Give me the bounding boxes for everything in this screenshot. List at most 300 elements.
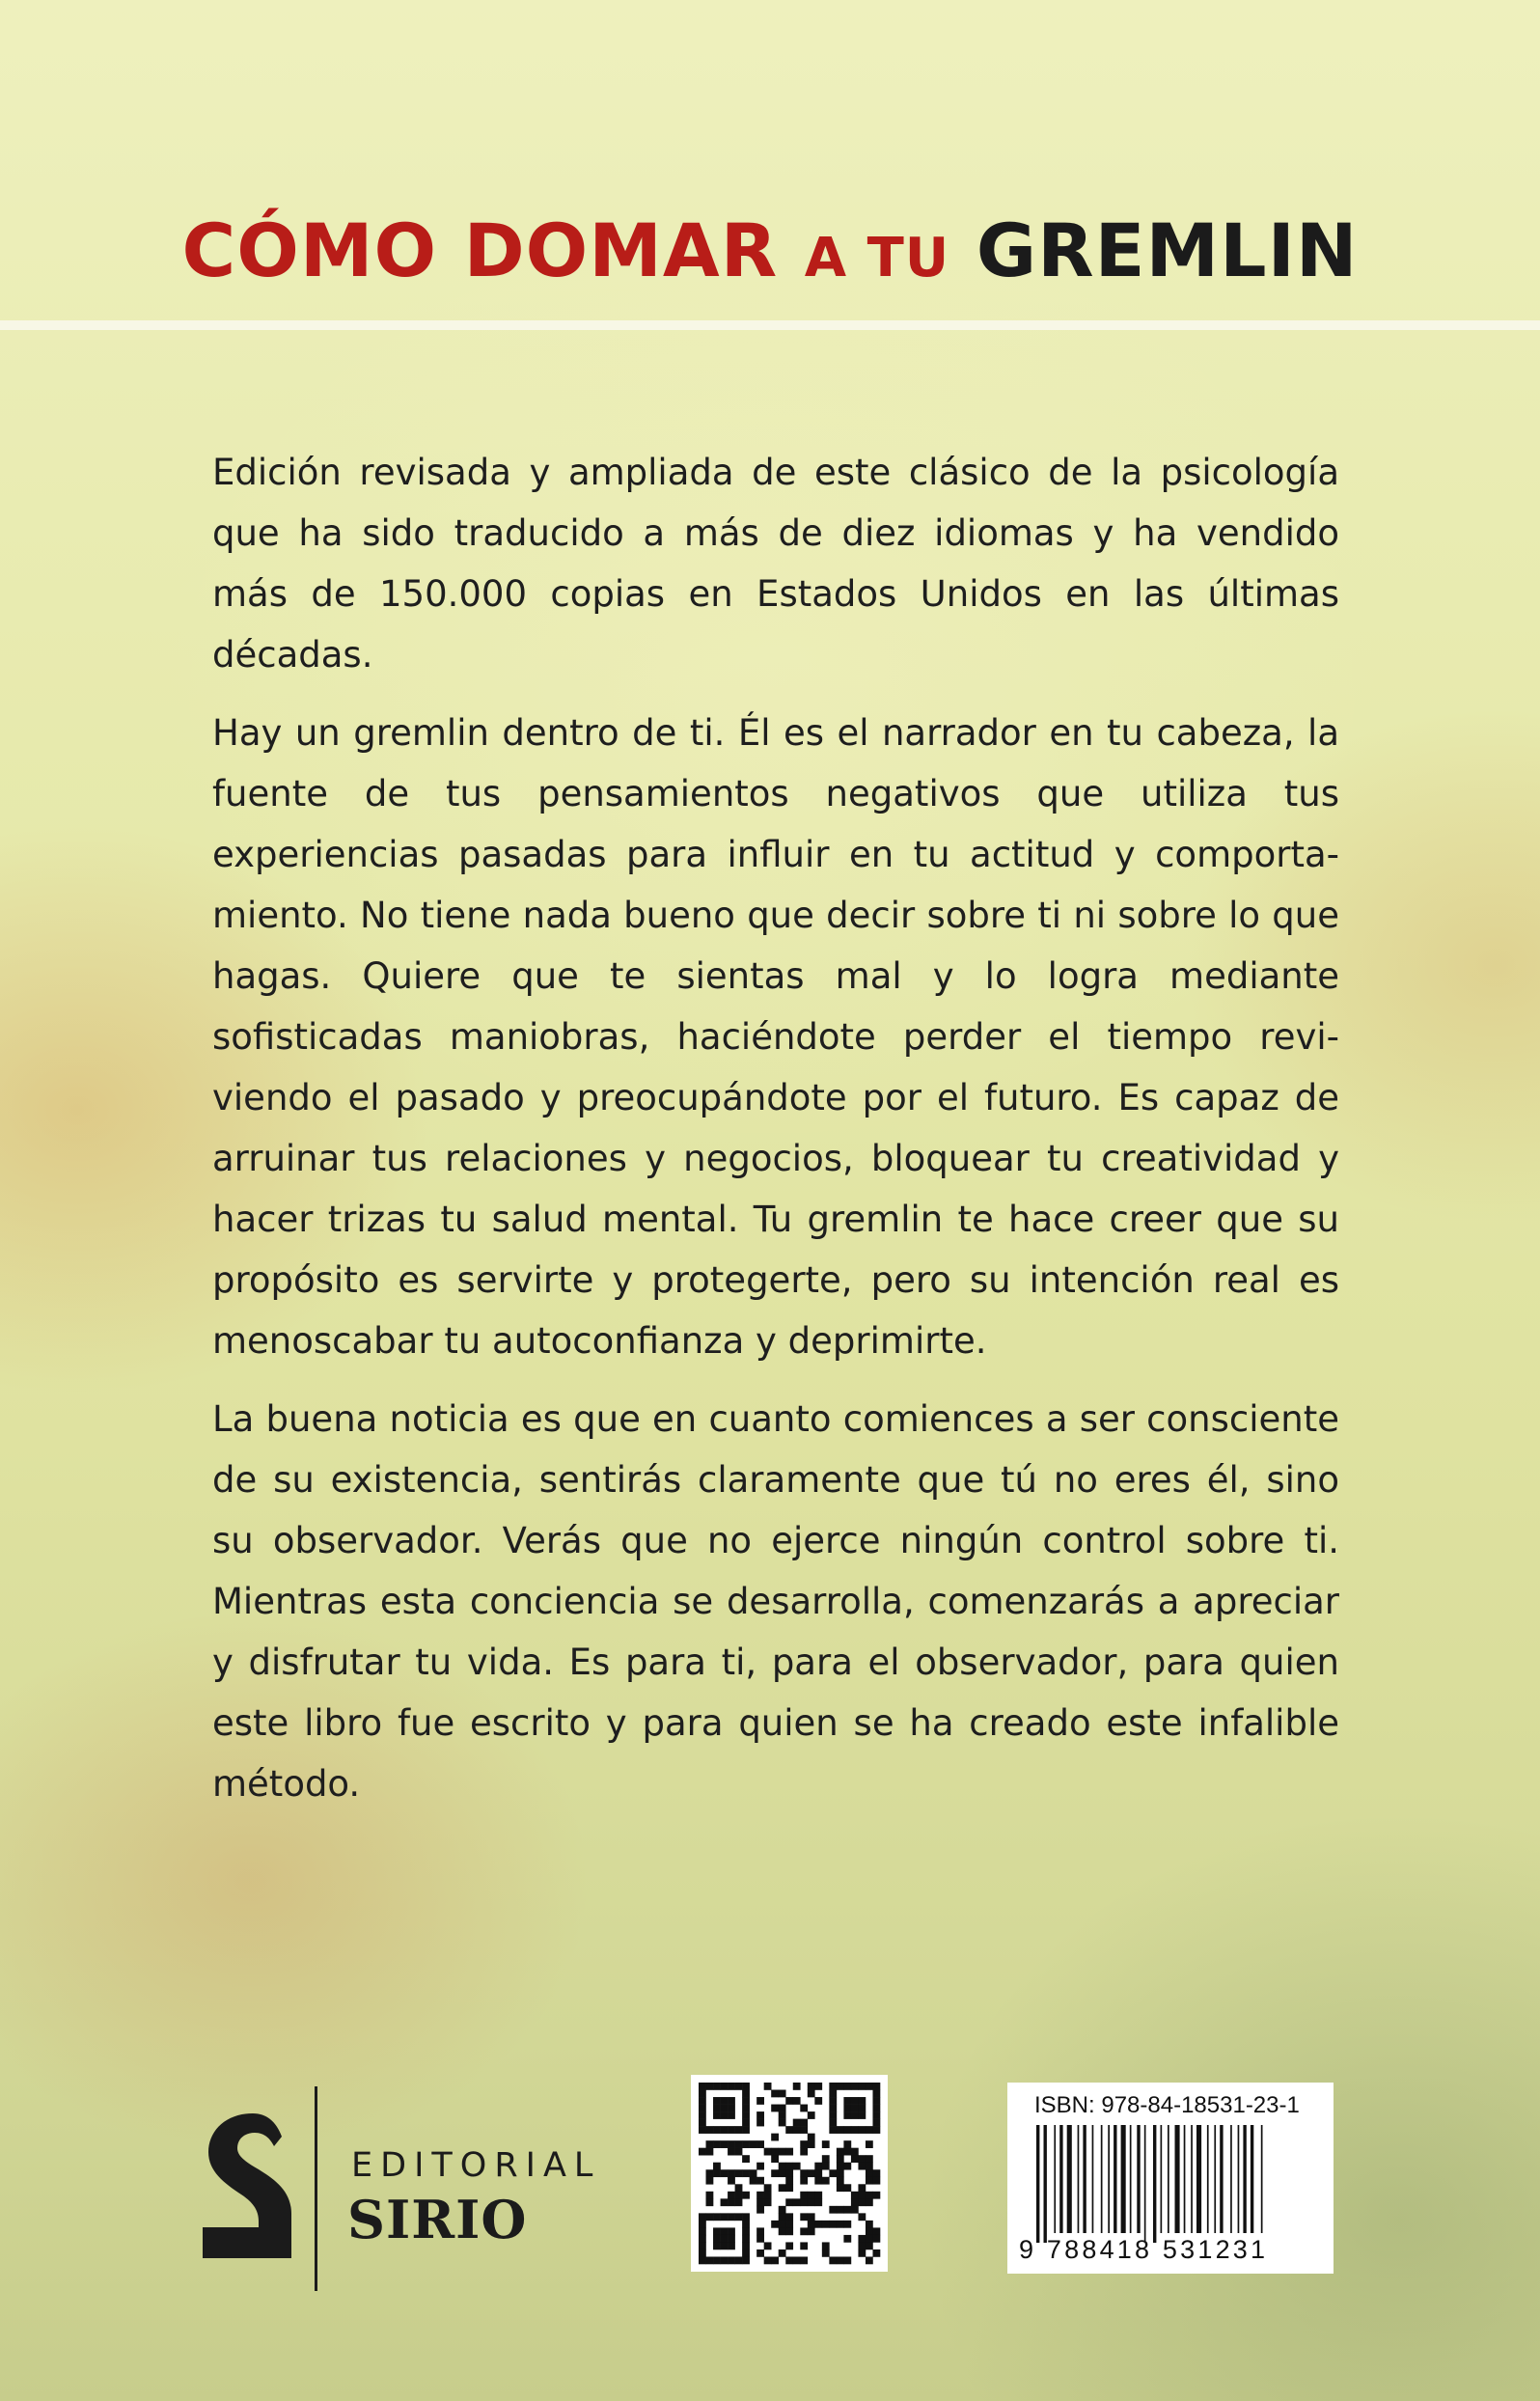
qr-module bbox=[785, 2221, 793, 2228]
qr-module bbox=[843, 2206, 851, 2214]
qr-module bbox=[699, 2256, 706, 2264]
qr-module bbox=[699, 2111, 706, 2119]
qr-module bbox=[728, 2198, 735, 2206]
qr-module bbox=[837, 2155, 844, 2163]
qr-module bbox=[706, 2256, 714, 2264]
qr-module bbox=[866, 2140, 873, 2148]
qr-module bbox=[779, 2169, 786, 2177]
qr-module bbox=[808, 2140, 815, 2148]
qr-module bbox=[808, 2221, 815, 2228]
qr-module bbox=[779, 2148, 786, 2156]
qr-module bbox=[771, 2148, 779, 2156]
qr-module bbox=[843, 2221, 851, 2228]
qr-module bbox=[858, 2126, 866, 2134]
qr-module bbox=[742, 2213, 750, 2221]
title-part-2: A TU bbox=[804, 227, 950, 290]
qr-module bbox=[866, 2126, 873, 2134]
qr-module bbox=[851, 2105, 859, 2112]
qr-module bbox=[742, 2119, 750, 2127]
qr-module bbox=[713, 2169, 721, 2177]
qr-module bbox=[814, 2221, 822, 2228]
qr-module bbox=[779, 2111, 786, 2119]
qr-module bbox=[872, 2097, 880, 2105]
qr-module bbox=[837, 2184, 844, 2192]
isbn-label: ISBN: 978-84-18531-23-1 bbox=[1034, 2092, 1300, 2118]
barcode-bar bbox=[1059, 2125, 1062, 2233]
qr-module bbox=[785, 2242, 793, 2249]
qr-module bbox=[742, 2090, 750, 2098]
qr-module bbox=[756, 2163, 764, 2170]
qr-module bbox=[728, 2097, 735, 2105]
book-title bbox=[0, 207, 1540, 293]
barcode-bar bbox=[1092, 2125, 1094, 2233]
qr-module bbox=[872, 2126, 880, 2134]
qr-module bbox=[713, 2097, 721, 2105]
qr-module bbox=[814, 2163, 822, 2170]
qr-code-icon bbox=[691, 2075, 888, 2272]
qr-module bbox=[785, 2097, 793, 2105]
qr-module bbox=[721, 2126, 729, 2134]
barcode-bar bbox=[1083, 2125, 1086, 2233]
qr-module bbox=[851, 2155, 859, 2163]
barcode-bar bbox=[1175, 2125, 1180, 2233]
qr-module bbox=[851, 2148, 859, 2156]
qr-module bbox=[872, 2083, 880, 2090]
qr-module bbox=[866, 2177, 873, 2185]
qr-module bbox=[779, 2221, 786, 2228]
qr-module bbox=[713, 2227, 721, 2235]
qr-module bbox=[756, 2192, 764, 2199]
qr-module bbox=[814, 2097, 822, 2105]
barcode-bar bbox=[1238, 2125, 1240, 2233]
qr-module bbox=[713, 2126, 721, 2134]
qr-module bbox=[866, 2192, 873, 2199]
qr-module bbox=[872, 2090, 880, 2098]
barcode-bar bbox=[1196, 2125, 1201, 2233]
qr-module bbox=[713, 2140, 721, 2148]
qr-module bbox=[706, 2083, 714, 2090]
qr-module bbox=[728, 2227, 735, 2235]
qr-module bbox=[756, 2119, 764, 2127]
title-part-3: GREMLIN bbox=[976, 207, 1359, 293]
qr-module bbox=[742, 2221, 750, 2228]
qr-module bbox=[822, 2249, 830, 2257]
qr-module bbox=[866, 2198, 873, 2206]
qr-module bbox=[858, 2192, 866, 2199]
qr-module bbox=[756, 2140, 764, 2148]
barcode-bar bbox=[1153, 2125, 1156, 2243]
barcode-bar bbox=[1144, 2125, 1146, 2243]
qr-module bbox=[728, 2148, 735, 2156]
qr-module bbox=[793, 2126, 801, 2134]
qr-module bbox=[764, 2192, 772, 2199]
publisher-line-2: SIRIO bbox=[347, 2189, 528, 2250]
qr-module bbox=[750, 2140, 757, 2148]
qr-module bbox=[843, 2097, 851, 2105]
qr-module bbox=[699, 2221, 706, 2228]
qr-module bbox=[728, 2169, 735, 2177]
qr-module bbox=[808, 2192, 815, 2199]
qr-module bbox=[858, 2198, 866, 2206]
qr-module bbox=[756, 2235, 764, 2243]
qr-module bbox=[785, 2256, 793, 2264]
qr-module bbox=[851, 2097, 859, 2105]
publisher-logo bbox=[203, 2084, 618, 2293]
qr-module bbox=[851, 2126, 859, 2134]
paragraph-2: Hay un gremlin dentro de ti. Él es el narrador en tu cabeza, la fuente de tus pensamientos negativos que utiliza tus experiencias pasadas para influir en tu actitud y comportamiento. No tiene nada bueno que decir sobre ti ni sobre lo que hagas. Quiere que te sientas mal y lo logra mediante sofisticadas maniobras, haciéndote perder el tiempo reviviendo el pasado y preocupándote por el futuro. Es capaz de arruinar tus relaciones y negocios, bloquear tu creatividad y hacer trizas tu salud mental. Tu gremlin te hace creer que su propósito es servirte y protegerte, pero su intención real es menoscabar tu autoconfianza y deprimirte. bbox=[212, 712, 1339, 1362]
qr-module bbox=[756, 2198, 764, 2206]
qr-module bbox=[706, 2192, 714, 2199]
qr-module bbox=[793, 2083, 801, 2090]
qr-module bbox=[742, 2227, 750, 2235]
qr-module bbox=[742, 2140, 750, 2148]
qr-module bbox=[699, 2083, 706, 2090]
qr-module bbox=[742, 2192, 750, 2199]
qr-module bbox=[721, 2097, 729, 2105]
qr-module bbox=[721, 2242, 729, 2249]
qr-module bbox=[843, 2148, 851, 2156]
barcode-bar bbox=[1044, 2125, 1047, 2243]
qr-module bbox=[814, 2083, 822, 2090]
qr-module bbox=[699, 2213, 706, 2221]
barcode-bar bbox=[1101, 2125, 1103, 2233]
qr-module bbox=[771, 2221, 779, 2228]
qr-module bbox=[800, 2148, 808, 2156]
qr-module bbox=[771, 2090, 779, 2098]
qr-module bbox=[800, 2242, 808, 2249]
qr-module bbox=[800, 2227, 808, 2235]
qr-module bbox=[735, 2192, 743, 2199]
qr-module bbox=[829, 2126, 837, 2134]
barcode bbox=[1007, 2083, 1334, 2274]
qr-module bbox=[872, 2249, 880, 2257]
barcode-bar bbox=[1161, 2125, 1163, 2233]
qr-module bbox=[872, 2105, 880, 2112]
qr-module bbox=[779, 2163, 786, 2170]
qr-module bbox=[837, 2169, 844, 2177]
qr-module bbox=[793, 2256, 801, 2264]
barcode-bar bbox=[1243, 2125, 1246, 2233]
qr-module bbox=[872, 2119, 880, 2127]
qr-module bbox=[858, 2242, 866, 2249]
barcode-bar bbox=[1261, 2125, 1263, 2233]
qr-module bbox=[858, 2155, 866, 2163]
qr-module bbox=[851, 2111, 859, 2119]
qr-module bbox=[829, 2221, 837, 2228]
qr-module bbox=[866, 2256, 873, 2264]
qr-module bbox=[829, 2090, 837, 2098]
qr-module bbox=[699, 2235, 706, 2243]
qr-module bbox=[721, 2235, 729, 2243]
qr-module bbox=[779, 2184, 786, 2192]
qr-module bbox=[814, 2169, 822, 2177]
qr-module bbox=[808, 2213, 815, 2221]
qr-module bbox=[721, 2111, 729, 2119]
barcode-bar bbox=[1130, 2125, 1132, 2233]
qr-module bbox=[843, 2140, 851, 2148]
qr-module bbox=[822, 2221, 830, 2228]
qr-module bbox=[735, 2148, 743, 2156]
qr-module bbox=[851, 2206, 859, 2214]
qr-module bbox=[785, 2177, 793, 2185]
qr-module bbox=[721, 2198, 729, 2206]
qr-module bbox=[800, 2169, 808, 2177]
back-cover-text bbox=[212, 442, 1339, 1832]
barcode-bar bbox=[1108, 2125, 1110, 2233]
qr-module bbox=[829, 2105, 837, 2112]
qr-module bbox=[728, 2213, 735, 2221]
qr-module bbox=[713, 2105, 721, 2112]
qr-module bbox=[858, 2111, 866, 2119]
qr-module bbox=[851, 2198, 859, 2206]
qr-module bbox=[829, 2097, 837, 2105]
qr-module bbox=[814, 2192, 822, 2199]
qr-module bbox=[858, 2105, 866, 2112]
qr-module bbox=[866, 2169, 873, 2177]
qr-module bbox=[735, 2126, 743, 2134]
qr-module bbox=[706, 2213, 714, 2221]
qr-module bbox=[858, 2184, 866, 2192]
qr-module bbox=[837, 2163, 844, 2170]
qr-module bbox=[866, 2227, 873, 2235]
qr-module bbox=[843, 2126, 851, 2134]
qr-module bbox=[735, 2198, 743, 2206]
qr-module bbox=[800, 2119, 808, 2127]
qr-module bbox=[822, 2155, 830, 2163]
qr-module bbox=[742, 2083, 750, 2090]
qr-module bbox=[843, 2111, 851, 2119]
qr-module bbox=[713, 2242, 721, 2249]
qr-module bbox=[699, 2227, 706, 2235]
qr-module bbox=[800, 2192, 808, 2199]
qr-module bbox=[808, 2111, 815, 2119]
qr-module bbox=[771, 2169, 779, 2177]
qr-module bbox=[742, 2111, 750, 2119]
qr-module bbox=[785, 2227, 793, 2235]
qr-module bbox=[800, 2177, 808, 2185]
paragraph-3: La buena noticia es que en cuanto comiences a ser consciente de su existencia, sentirás claramente que tú no eres él, sino su observador. Verás que no ejerce ningún control sobre ti. Mientras esta conciencia se desarrolla, comenzarás a apreciar y disfrutar tu vida. Es para ti, para el observador, para quien este libro fue escrito y para quien se ha creado este infalible método. bbox=[212, 1398, 1339, 1805]
qr-module bbox=[872, 2177, 880, 2185]
qr-module bbox=[713, 2256, 721, 2264]
qr-module bbox=[721, 2213, 729, 2221]
qr-module bbox=[837, 2206, 844, 2214]
qr-module bbox=[764, 2148, 772, 2156]
qr-module bbox=[713, 2083, 721, 2090]
qr-module bbox=[713, 2213, 721, 2221]
qr-module bbox=[735, 2140, 743, 2148]
qr-module bbox=[837, 2148, 844, 2156]
qr-module bbox=[756, 2111, 764, 2119]
qr-module bbox=[793, 2198, 801, 2206]
qr-module bbox=[728, 2235, 735, 2243]
qr-module bbox=[872, 2169, 880, 2177]
qr-module bbox=[808, 2169, 815, 2177]
qr-module bbox=[699, 2097, 706, 2105]
paragraph-1: Edición revisada y ampliada de este clásico de la psicología que ha sido traducido a más de diez idiomas y ha vendido más de 150.000 copias en Estados Unidos en las últimas décadas. bbox=[212, 452, 1339, 676]
qr-module bbox=[837, 2126, 844, 2134]
barcode-bar bbox=[1184, 2125, 1186, 2233]
barcode-digits: 9 788418 531231 bbox=[1019, 2235, 1269, 2264]
barcode-bar bbox=[1207, 2125, 1209, 2233]
qr-module bbox=[699, 2126, 706, 2134]
qr-module bbox=[728, 2192, 735, 2199]
publisher-line-1: EDITORIAL bbox=[351, 2146, 601, 2185]
qr-module bbox=[742, 2242, 750, 2249]
qr-module bbox=[721, 2256, 729, 2264]
qr-module bbox=[728, 2242, 735, 2249]
qr-module bbox=[808, 2227, 815, 2235]
qr-module bbox=[858, 2235, 866, 2243]
qr-module bbox=[706, 2140, 714, 2148]
qr-module bbox=[822, 2177, 830, 2185]
qr-module bbox=[779, 2213, 786, 2221]
qr-module bbox=[771, 2105, 779, 2112]
qr-module bbox=[808, 2198, 815, 2206]
qr-module bbox=[764, 2184, 772, 2192]
qr-module bbox=[785, 2148, 793, 2156]
qr-module bbox=[800, 2256, 808, 2264]
qr-module bbox=[728, 2140, 735, 2148]
qr-module bbox=[837, 2083, 844, 2090]
qr-module bbox=[800, 2140, 808, 2148]
qr-module bbox=[793, 2119, 801, 2127]
qr-module bbox=[785, 2169, 793, 2177]
qr-module bbox=[756, 2249, 764, 2257]
qr-module bbox=[793, 2163, 801, 2170]
qr-module bbox=[858, 2213, 866, 2221]
barcode-bar bbox=[1114, 2125, 1116, 2233]
barcode-bar bbox=[1214, 2125, 1216, 2233]
qr-module bbox=[771, 2134, 779, 2141]
qr-module bbox=[706, 2169, 714, 2177]
qr-module bbox=[699, 2090, 706, 2098]
qr-module bbox=[742, 2249, 750, 2257]
qr-module bbox=[808, 2134, 815, 2141]
qr-module bbox=[858, 2097, 866, 2105]
qr-module bbox=[866, 2242, 873, 2249]
qr-module bbox=[866, 2221, 873, 2228]
qr-module bbox=[800, 2198, 808, 2206]
qr-module bbox=[713, 2235, 721, 2243]
qr-module bbox=[721, 2227, 729, 2235]
qr-module bbox=[735, 2083, 743, 2090]
qr-module bbox=[756, 2206, 764, 2214]
qr-module bbox=[779, 2119, 786, 2127]
qr-module bbox=[713, 2111, 721, 2119]
qr-module bbox=[858, 2083, 866, 2090]
qr-module bbox=[779, 2206, 786, 2214]
qr-module bbox=[764, 2198, 772, 2206]
barcode-bar bbox=[1121, 2125, 1126, 2233]
qr-module bbox=[699, 2249, 706, 2257]
qr-module bbox=[771, 2256, 779, 2264]
qr-module bbox=[771, 2155, 779, 2163]
barcode-bar bbox=[1036, 2125, 1039, 2243]
qr-module bbox=[785, 2184, 793, 2192]
qr-module bbox=[764, 2256, 772, 2264]
title-part-1: CÓMO DOMAR bbox=[181, 207, 779, 293]
qr-module bbox=[858, 2163, 866, 2170]
qr-module bbox=[785, 2126, 793, 2134]
barcode-bar bbox=[1168, 2125, 1169, 2233]
qr-module bbox=[779, 2090, 786, 2098]
qr-module bbox=[728, 2105, 735, 2112]
qr-module bbox=[735, 2256, 743, 2264]
barcode-bar bbox=[1137, 2125, 1140, 2233]
qr-module bbox=[829, 2083, 837, 2090]
qr-module bbox=[814, 2198, 822, 2206]
qr-module bbox=[808, 2083, 815, 2090]
qr-module bbox=[829, 2256, 837, 2264]
qr-module bbox=[843, 2105, 851, 2112]
qr-module bbox=[706, 2177, 714, 2185]
qr-module bbox=[822, 2163, 830, 2170]
qr-module bbox=[721, 2083, 729, 2090]
qr-module bbox=[764, 2083, 772, 2090]
qr-module bbox=[728, 2126, 735, 2134]
qr-module bbox=[829, 2206, 837, 2214]
qr-module bbox=[742, 2097, 750, 2105]
qr-module bbox=[699, 2148, 706, 2156]
qr-module bbox=[742, 2155, 750, 2163]
qr-module bbox=[822, 2140, 830, 2148]
qr-module bbox=[706, 2126, 714, 2134]
qr-module bbox=[699, 2119, 706, 2127]
qr-module bbox=[742, 2235, 750, 2243]
qr-module bbox=[829, 2119, 837, 2127]
qr-module bbox=[699, 2242, 706, 2249]
qr-module bbox=[800, 2126, 808, 2134]
qr-module bbox=[872, 2111, 880, 2119]
logo-divider bbox=[315, 2086, 317, 2291]
qr-module bbox=[843, 2184, 851, 2192]
qr-module bbox=[843, 2235, 851, 2243]
qr-module bbox=[785, 2213, 793, 2221]
qr-module bbox=[829, 2169, 837, 2177]
qr-module bbox=[728, 2083, 735, 2090]
qr-module bbox=[843, 2083, 851, 2090]
qr-module bbox=[764, 2242, 772, 2249]
qr-module bbox=[837, 2221, 844, 2228]
barcode-bar bbox=[1251, 2125, 1253, 2233]
qr-module bbox=[866, 2083, 873, 2090]
qr-module bbox=[829, 2111, 837, 2119]
qr-module bbox=[779, 2249, 786, 2257]
qr-module bbox=[728, 2256, 735, 2264]
qr-module bbox=[756, 2097, 764, 2105]
qr-module bbox=[706, 2148, 714, 2156]
qr-module bbox=[721, 2105, 729, 2112]
qr-module bbox=[756, 2177, 764, 2185]
qr-module bbox=[793, 2097, 801, 2105]
qr-module bbox=[728, 2111, 735, 2119]
swan-icon bbox=[203, 2113, 291, 2258]
qr-module bbox=[851, 2192, 859, 2199]
qr-module bbox=[866, 2235, 873, 2243]
qr-module bbox=[872, 2227, 880, 2235]
qr-module bbox=[872, 2192, 880, 2199]
qr-module bbox=[872, 2235, 880, 2243]
qr-module bbox=[713, 2163, 721, 2170]
barcode-bar bbox=[1230, 2125, 1232, 2233]
qr-module bbox=[735, 2169, 743, 2177]
qr-module bbox=[735, 2184, 743, 2192]
qr-module bbox=[837, 2256, 844, 2264]
barcode-bar bbox=[1220, 2125, 1223, 2233]
qr-module bbox=[756, 2227, 764, 2235]
qr-module bbox=[814, 2177, 822, 2185]
qr-module bbox=[843, 2256, 851, 2264]
